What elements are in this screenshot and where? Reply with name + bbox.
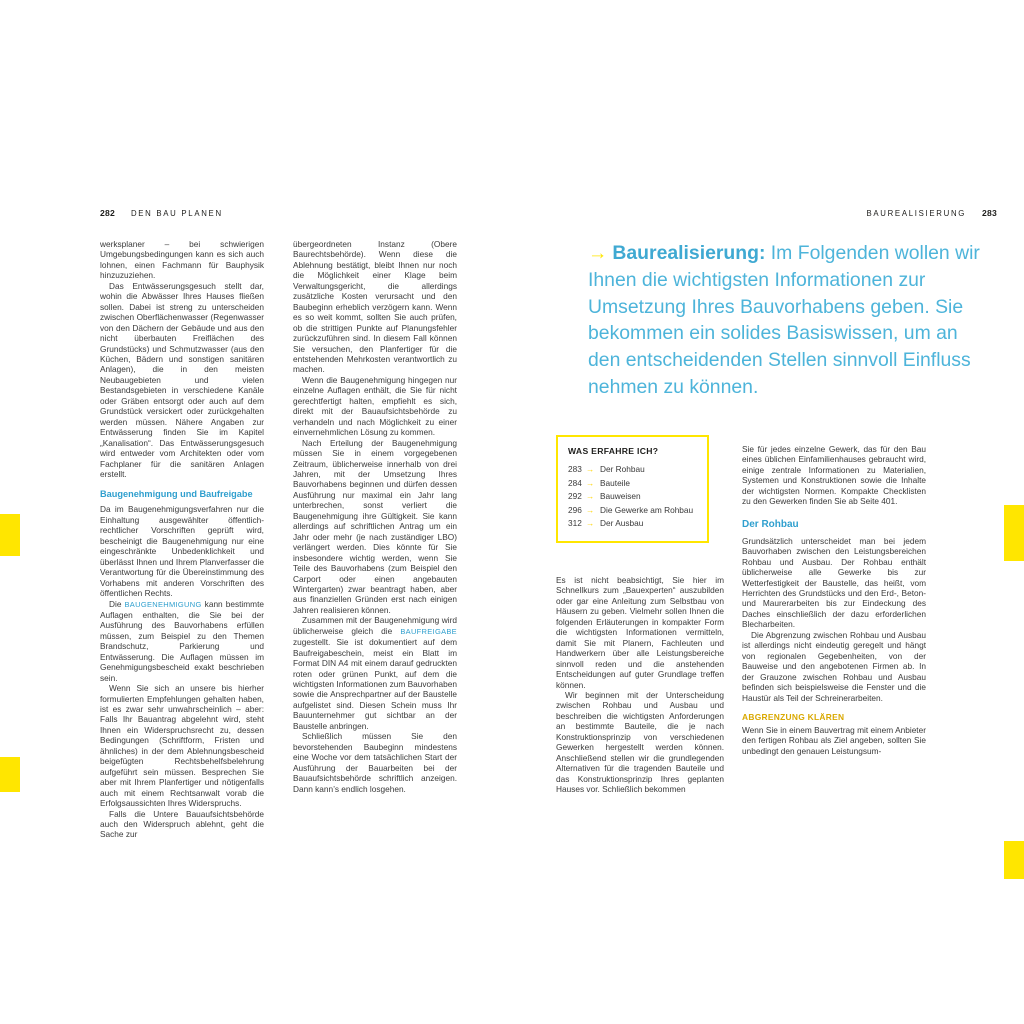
keyword-highlight: BAUGENEHMIGUNG [124,599,202,609]
paragraph: Das Entwässerungsgesuch stellt dar, wohin die Abwässer Ihres Hauses fließen sollen. Dabei ist streng zu unterscheiden zwischen Oberflächenwasser (Regenwasser von den Dächern der Gebäude und aus den nicht überbauten Freiflächen des Grundstücks) und Schmutzwasser (aus den Küchen, Bädern und sonstigen sanitären Anlagen), die in den meisten Neubaugebieten und vielen Bestandsgebieten in verschiedene Kanäle oder Gräben entsorgt oder auch auf dem Grundstück versickert oder zurückgehalten werden müssen. Nähere Angaben zur Entwässerung finden Sie im Kapitel „Kanalisation“. Das Entwässerungsgesuch wird entweder vom Architekten oder vom Fachplaner für die sanitären Anlagen erstellt. [100,280,264,479]
paragraph: Schließlich müssen Sie den bevorstehenden Baubeginn mindestens eine Woche vor dem tatsächlichen Start der Ausführung der Bauarbeiten bei der Bauaufsichtsbehörde schriftlich anzeigen. Dann kann’s endlich losgehen. [293,731,457,794]
paragraph: Wenn Sie sich an unsere bis hierher formulierten Empfehlungen gehalten haben, ist es zwar sehr unwahrscheinlich – aber: Falls Ihr Bauantrag abgelehnt wird, steht Ihnen ein Widerspruchsrecht zu, dessen Bedingungen (Schriftform, Fristen und ähnliches) in der dem Ablehnungsbescheid beigefügten Rechtsbehelfsbelehrung aufgeführt sein müssen. Besprechen Sie aber mit Ihrem Planfertiger und nötigenfalls auch mit einem Rechtsanwalt vorab die Erfolgsaussichten Ihres Widerspruchs. [100,683,264,809]
paragraph: Wenn Sie in einem Bauvertrag mit einem Anbieter den fertigen Rohbau als Ziel angeben, sollten Sie unbedingt den genauen Leistungsum- [742,724,926,756]
arrow-icon: → [586,477,595,488]
left-running-head-title: DEN BAU PLANEN [130,209,223,218]
info-box [556,435,709,543]
chapter-edge-tab [0,514,20,556]
paragraph-text: Die [109,598,125,609]
arrow-icon: → [588,242,608,264]
info-box-title: WAS ERFAHRE ICH? [568,446,659,456]
chapter-intro [588,240,986,401]
toc-label: Der Rohbau [600,464,645,474]
toc-label: Die Gewerke am Rohbau [600,504,694,515]
arrow-icon: → [586,518,595,529]
left-running-head [100,208,223,218]
toc-label: Bauteile [600,477,630,488]
toc-page-number: 283 [568,464,582,474]
paragraph-text: Zusammen mit der Baugenehmigung wird üblicherweise gleich die [293,615,457,636]
section-heading: Baugenehmigung und Baufreigabe [100,489,253,500]
toc-page-number: 296 [568,504,582,515]
paragraph-text: kann bestimmte Auflagen enthalten, die Sie bei der Ausführung des Bauvorhabens erfüllen müssen, zum Beispiel zu den Themen Brandschutz, Parkierung und Entwässerung. Die Auflagen müssen im Genehmigungsbescheid exakt beschrieben sein. [100,598,264,683]
left-page-columns [100,239,457,840]
toc-page-number: 292 [568,491,582,502]
arrow-icon: → [586,491,595,502]
toc-page-number: 312 [568,518,582,529]
chapter-edge-tab [0,757,20,792]
right-page-number: 283 [982,208,997,218]
paragraph: Falls die Untere Bauaufsichtsbehörde auch den Widerspruch ablehnt, geht die Sache zur [100,808,264,840]
right-running-head [866,208,997,218]
paragraph: Die Abgrenzung zwischen Rohbau und Ausbau ist allerdings nicht eindeutig geregelt und hängt von regionalen Gegebenheiten, von der Bauweise und den angebotenen Firmen ab. In der Grauzone zwischen Rohbau und Ausbau befinden sich beispielsweise die Fenster und die Haustür als Teil der Schreinerarbeiten. [742,629,926,703]
paragraph [100,599,264,684]
arrow-icon: → [586,504,595,515]
paragraph [293,615,457,731]
paragraph: Wenn die Baugenehmigung hingegen nur einzelne Auflagen enthält, die Sie für nicht gerechtfertigt halten, empfiehlt es sich, direkt mit der Bauaufsichtsbehörde zu verhandeln und nach Möglichkeit zu einer einvernehmlichen Lösung zu kommen. [293,374,457,438]
toc-label: Der Ausbau [600,518,644,529]
chapter-edge-tab [1004,505,1024,561]
right-page-column-2 [742,444,926,756]
chapter-edge-tab [1004,841,1024,879]
arrow-icon: → [586,464,595,474]
paragraph: Wir beginnen mit der Unterscheidung zwischen Rohbau und Ausbau und beschreiben die wichtigsten Anforderungen an bestimmte Bauteile, die je nach Konstruktionsprinzip von verschiedenen Gewerken hergestellt werden können. Anschließend stellen wir die grundlegenden Alternativen für die tragenden Bauteile und das Konstruktionsprinzip Ihres geplanten Hauses vor. Schließlich bekommen [556,689,724,795]
paragraph: übergeordneten Instanz (Obere Baurechtsbehörde). Wenn diese die Ablehnung bestätigt, bleibt Ihnen nur noch die Möglichkeit einer Klage beim Verwaltungsgericht, die allerdings zusätzliche Kosten verursacht und den Baubeginn erheblich verzögern kann. Wenn es so weit kommt, sollten Sie auch prüfen, ob die strittigen Punkte auf Planungsfehler zurückzuführen sind. In diesem Fall können Sie versuchen, den Planfertiger für die entstehenden Mehrkosten verantwortlich zu machen. [293,239,457,375]
right-running-head-title: BAUREALISIERUNG [866,209,967,218]
toc-row [568,490,697,504]
chapter-intro-text: Im Folgenden wollen wir Ihnen die wichtigsten Informationen zur Umsetzung Ihres Bauvorhabens geben. Sie bekommen ein solides Basiswissen, um an den entscheidenden Stellen sinnvoll Einfluss nehmen zu können. [588,242,980,398]
left-page-column-2 [293,239,457,840]
paragraph-text: zugestellt. Sie ist dokumentiert auf dem Baufreigabeschein, meist ein Blatt im Format DIN A4 mit einem darauf gedruckten roten oder grünen Punkt, auf dem die wichtigsten Informationen zum Bauvorhaben sowie die Ansprechpartner auf der Baustelle aufgelistet sind. Diesen Schein muss Ihr Bauunternehmer gut sichtbar an der Baustelle anbringen. [293,637,457,731]
paragraph: Nach Erteilung der Baugenehmigung müssen Sie in einem vorgegebenen Zeitraum, üblicherweise innerhalb von drei Jahren, mit der Umsetzung Ihres Bauvorhabens beginnen und dürfen dessen Ausführung nur maximal ein Jahr lang unterbrechen, sonst verliert die Baugenehmigung ihre Gültigkeit. Sie kann allerdings auf schriftlichen Antrag um ein Jahr oder mehr (je nach zuständiger LBO) verlängert werden. Dies könnte für Sie insbesondere wichtig werden, wenn Sie Teile des Bauvorhabens (zum Beispiel den Carport oder einen angebauten Wintergarten) zwar beantragt haben, aber aus finanziellen Gründen erst nach einigen Jahren realisieren können. [293,437,457,615]
toc-row [568,517,697,531]
toc-label: Bauweisen [600,491,641,502]
toc-row [568,477,697,491]
sub-heading: ABGRENZUNG KLÄREN [742,711,845,722]
toc-row [568,504,697,518]
paragraph: Sie für jedes einzelne Gewerk, das für den Bau eines üblichen Einfamilienhauses gebraucht wird, einige zentrale Informationen zu Materialien, Systemen und Konstruktionen sowie die Inhalte der wichtigsten Normen. Kompakte Checklisten zu den Gewerken finden Sie ab Seite 401. [742,444,926,507]
toc-row [568,463,697,477]
paragraph: werksplaner – bei schwierigen Umgebungsbedingungen kann es sich auch lohnen, einen Fachmann für Bauphysik hinzuzuziehen. [100,239,264,281]
right-page-column-1 [556,575,724,795]
left-page-column-1 [100,239,264,840]
left-page-number: 282 [100,208,115,218]
paragraph: Da im Baugenehmigungsverfahren nur die Einhaltung ausgewählter öffentlich-rechtlicher Vorschriften geprüft wird, bescheinigt die Baugenehmigung nur eine eingeschränkte Unbedenklichkeit und überlässt Ihnen und Ihrem Planverfasser die Verantwortung für die Übereinstimmung des Vorhabens mit anderen Vorschriften des öffentlichen Rechts. [100,504,264,599]
section-heading: Der Rohbau [742,518,799,530]
toc-page-number: 284 [568,477,582,488]
paragraph: Grundsätzlich unterscheidet man bei jedem Bauvorhaben zwischen den Leistungsbereichen Rohbau und Ausbau. Der Rohbau enthält üblicherweise alle Gewerke bis zur Wetterfestigkeit der Baustelle, das heißt, vom Herrichten des Grundstücks und den Erd-, Beton- und Maurerarbeiten bis zur Eindeckung des Daches einschließlich der dazu erforderlichen Blecharbeiten. [742,535,926,630]
keyword-highlight: BAUFREIGABE [400,626,457,636]
chapter-intro-lead: Baurealisierung: [612,242,766,264]
paragraph: Es ist nicht beabsichtigt, Sie hier im Schnellkurs zum „Bauexperten“ auszubilden oder gar eine Anleitung zum Selbstbau von Häusern zu geben. Vielmehr sollen Ihnen die folgenden Erläuterungen in kompakter Form die wichtigsten Informationen vermitteln, damit Sie mit Planern, Fachleuten und Handwerkern über alle Leistungsbereiche sinnvoll reden und die anstehenden Entscheidungen auf guter Grundlage treffen können. [556,575,724,690]
